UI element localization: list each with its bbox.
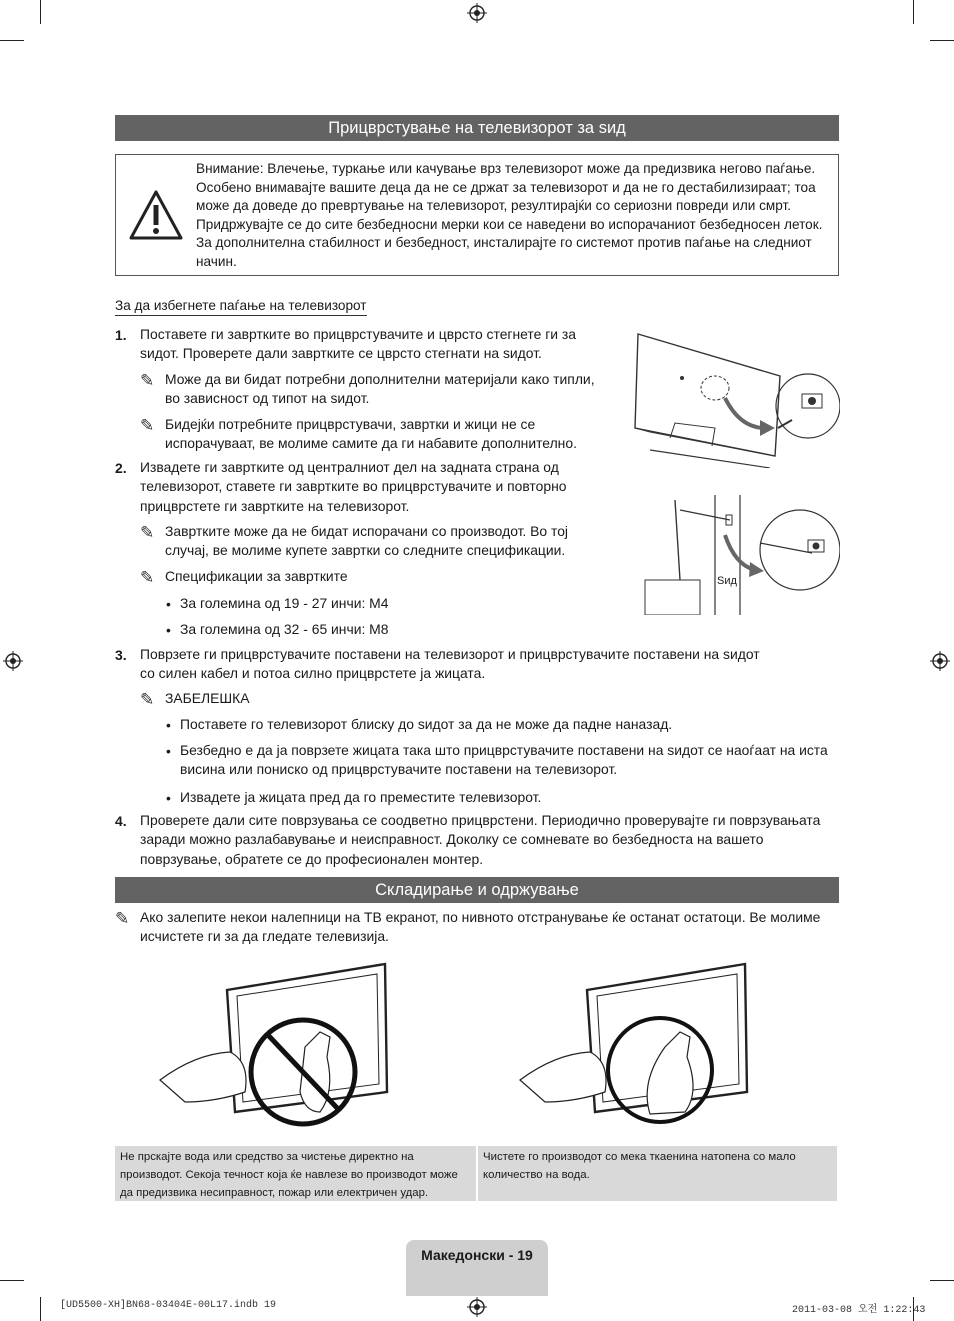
wall-side-illustration [640,495,840,615]
note-pencil-icon: ✎ [140,416,155,435]
page-number-tab: Македонски - 19 [406,1240,548,1296]
registration-mark-icon [467,1297,487,1317]
crop-mark [0,1280,24,1281]
step-number: 1. [115,327,127,343]
crop-mark [913,0,914,24]
bullet: • [166,743,171,759]
warning-triangle-icon [128,189,184,241]
note-text: Спецификации за завртките [165,568,348,584]
spec-item: За големина од 19 - 27 инчи: M4 [180,595,389,611]
subheading: За да избегнете паѓање на телевизорот [115,298,367,316]
step-text: Поставете ги завртките во прицврстувачите и цврсто стегнете ги за ѕидот. Проверете дали завртките се цврсто стегнати на ѕидот. [140,326,577,362]
crop-mark [930,1280,954,1281]
crop-mark [40,0,41,24]
warning-text [196,160,826,272]
bullet: • [166,717,171,733]
warning-body: : Влечење, туркање или качување врз телевизорот може да предизвика негово паѓање. Особено внимавајте вашите деца да не се држат за телевизорот и да не го дестабилизираат; тоа може да доведе до превртување на телевизорот, резултирајќи со сериозни повреди или смрт. Придржувајте се до сите безбедносни мерки кои се наведени во испорачаниот безбедносен леток. За дополнителна стабилност и безбедност, инсталирајте го системот против паѓање на следниот начин. [196,161,823,269]
note-pencil-icon: ✎ [140,523,155,542]
note-pencil-icon: ✎ [140,690,155,709]
step-text: Проверете дали сите поврзувања се соодветно прицврстени. Периодично проверувајте ги поврзувањата заради можно разлабавување и неисправност. Доколку се сомневате во безбедноста на вашето поврзување, обратете се до професионален монтер. [140,812,821,867]
crop-mark [40,1297,41,1321]
note-text: Бидејќи потребните прицврстувачи, завртки и жици не се испорачуваат, ве молиме самите да ги набавите дополнително. [165,416,577,452]
note-text: Може да ви бидат потребни дополнителни материјали како типли, во зависност од типот на ѕидот. [165,371,595,407]
file-info: [UD5500-XH]BN68-03404E-00L17.indb 19 [60,1300,277,1311]
storage-note-text: Ако залепите некои налепници на ТВ екранот, по нивното отстранување ќе останат остатоци. Ве молиме исчистете ги за да гледате телевизија. [140,909,821,945]
registration-mark-icon [930,651,950,671]
warning-label: Внимание [196,161,260,176]
crop-mark [930,40,954,41]
print-timestamp: 2011-03-08 오전 1:22:43 [792,1305,926,1316]
step-text: Извадете ги завртките од централниот дел на задната страна од телевизорот, ставете ги завртките во прицврстувачите и повторно прицврстете ги завртките на телевизорот. [140,459,567,514]
caption-right: Чистете го производот со мека ткаенина натопена со мало количество на вода. [478,1146,837,1201]
warning-box [115,154,839,276]
note-bullet-text: Поставете го телевизорот блиску до ѕидот за да не може да падне наназад. [180,716,673,732]
cloth-clean-illustration [515,962,755,1132]
note-pencil-icon: ✎ [140,371,155,390]
step-number: 2. [115,460,127,476]
note-bullet-text: Безбедно е да ја поврзете жицата така што прицврстувачите поставени на ѕидот се наоѓаат на иста висина или пониско од прицврстувачите поставени на телевизорот. [180,742,828,778]
registration-mark-icon [3,651,23,671]
no-spray-illustration [155,962,395,1132]
bullet: • [166,622,171,638]
tv-bracket-illustration [630,328,840,468]
caption-left: Не прскајте вода или средство за чистење директно на производот. Секоја течност која ќе навлезе во производот може да предизвика несиправност, пожар или електричен удар. [115,1146,476,1201]
note-pencil-icon: ✎ [140,568,155,587]
note-text: Завртките може да не бидат испорачани со производот. Во тој случај, ве молиме купете завртки со следните спецификации. [165,523,569,559]
registration-mark-icon [467,3,487,23]
crop-mark [0,40,24,41]
wall-label: Ѕид [717,575,737,587]
bullet: • [166,790,171,806]
note-label: ЗАБЕЛЕШКА [165,690,250,706]
note-bullet-text: Извадете ја жицата пред да го преместите телевизорот. [180,789,542,805]
note-pencil-icon: ✎ [115,909,130,928]
section-title-storage: Складирање и одржување [115,877,839,903]
spec-item: За големина од 32 - 65 инчи: M8 [180,621,389,637]
bullet: • [166,596,171,612]
step-number: 3. [115,647,127,663]
step-text: Поврзете ги прицврстувачите поставени на телевизорот и прицврстувачите поставени на ѕидот со силен кабел и потоа силно прицврстете ја жицата. [140,646,760,682]
step-number: 4. [115,813,127,829]
section-title-wall-mount: Прицврстување на телевизорот за ѕид [115,115,839,141]
